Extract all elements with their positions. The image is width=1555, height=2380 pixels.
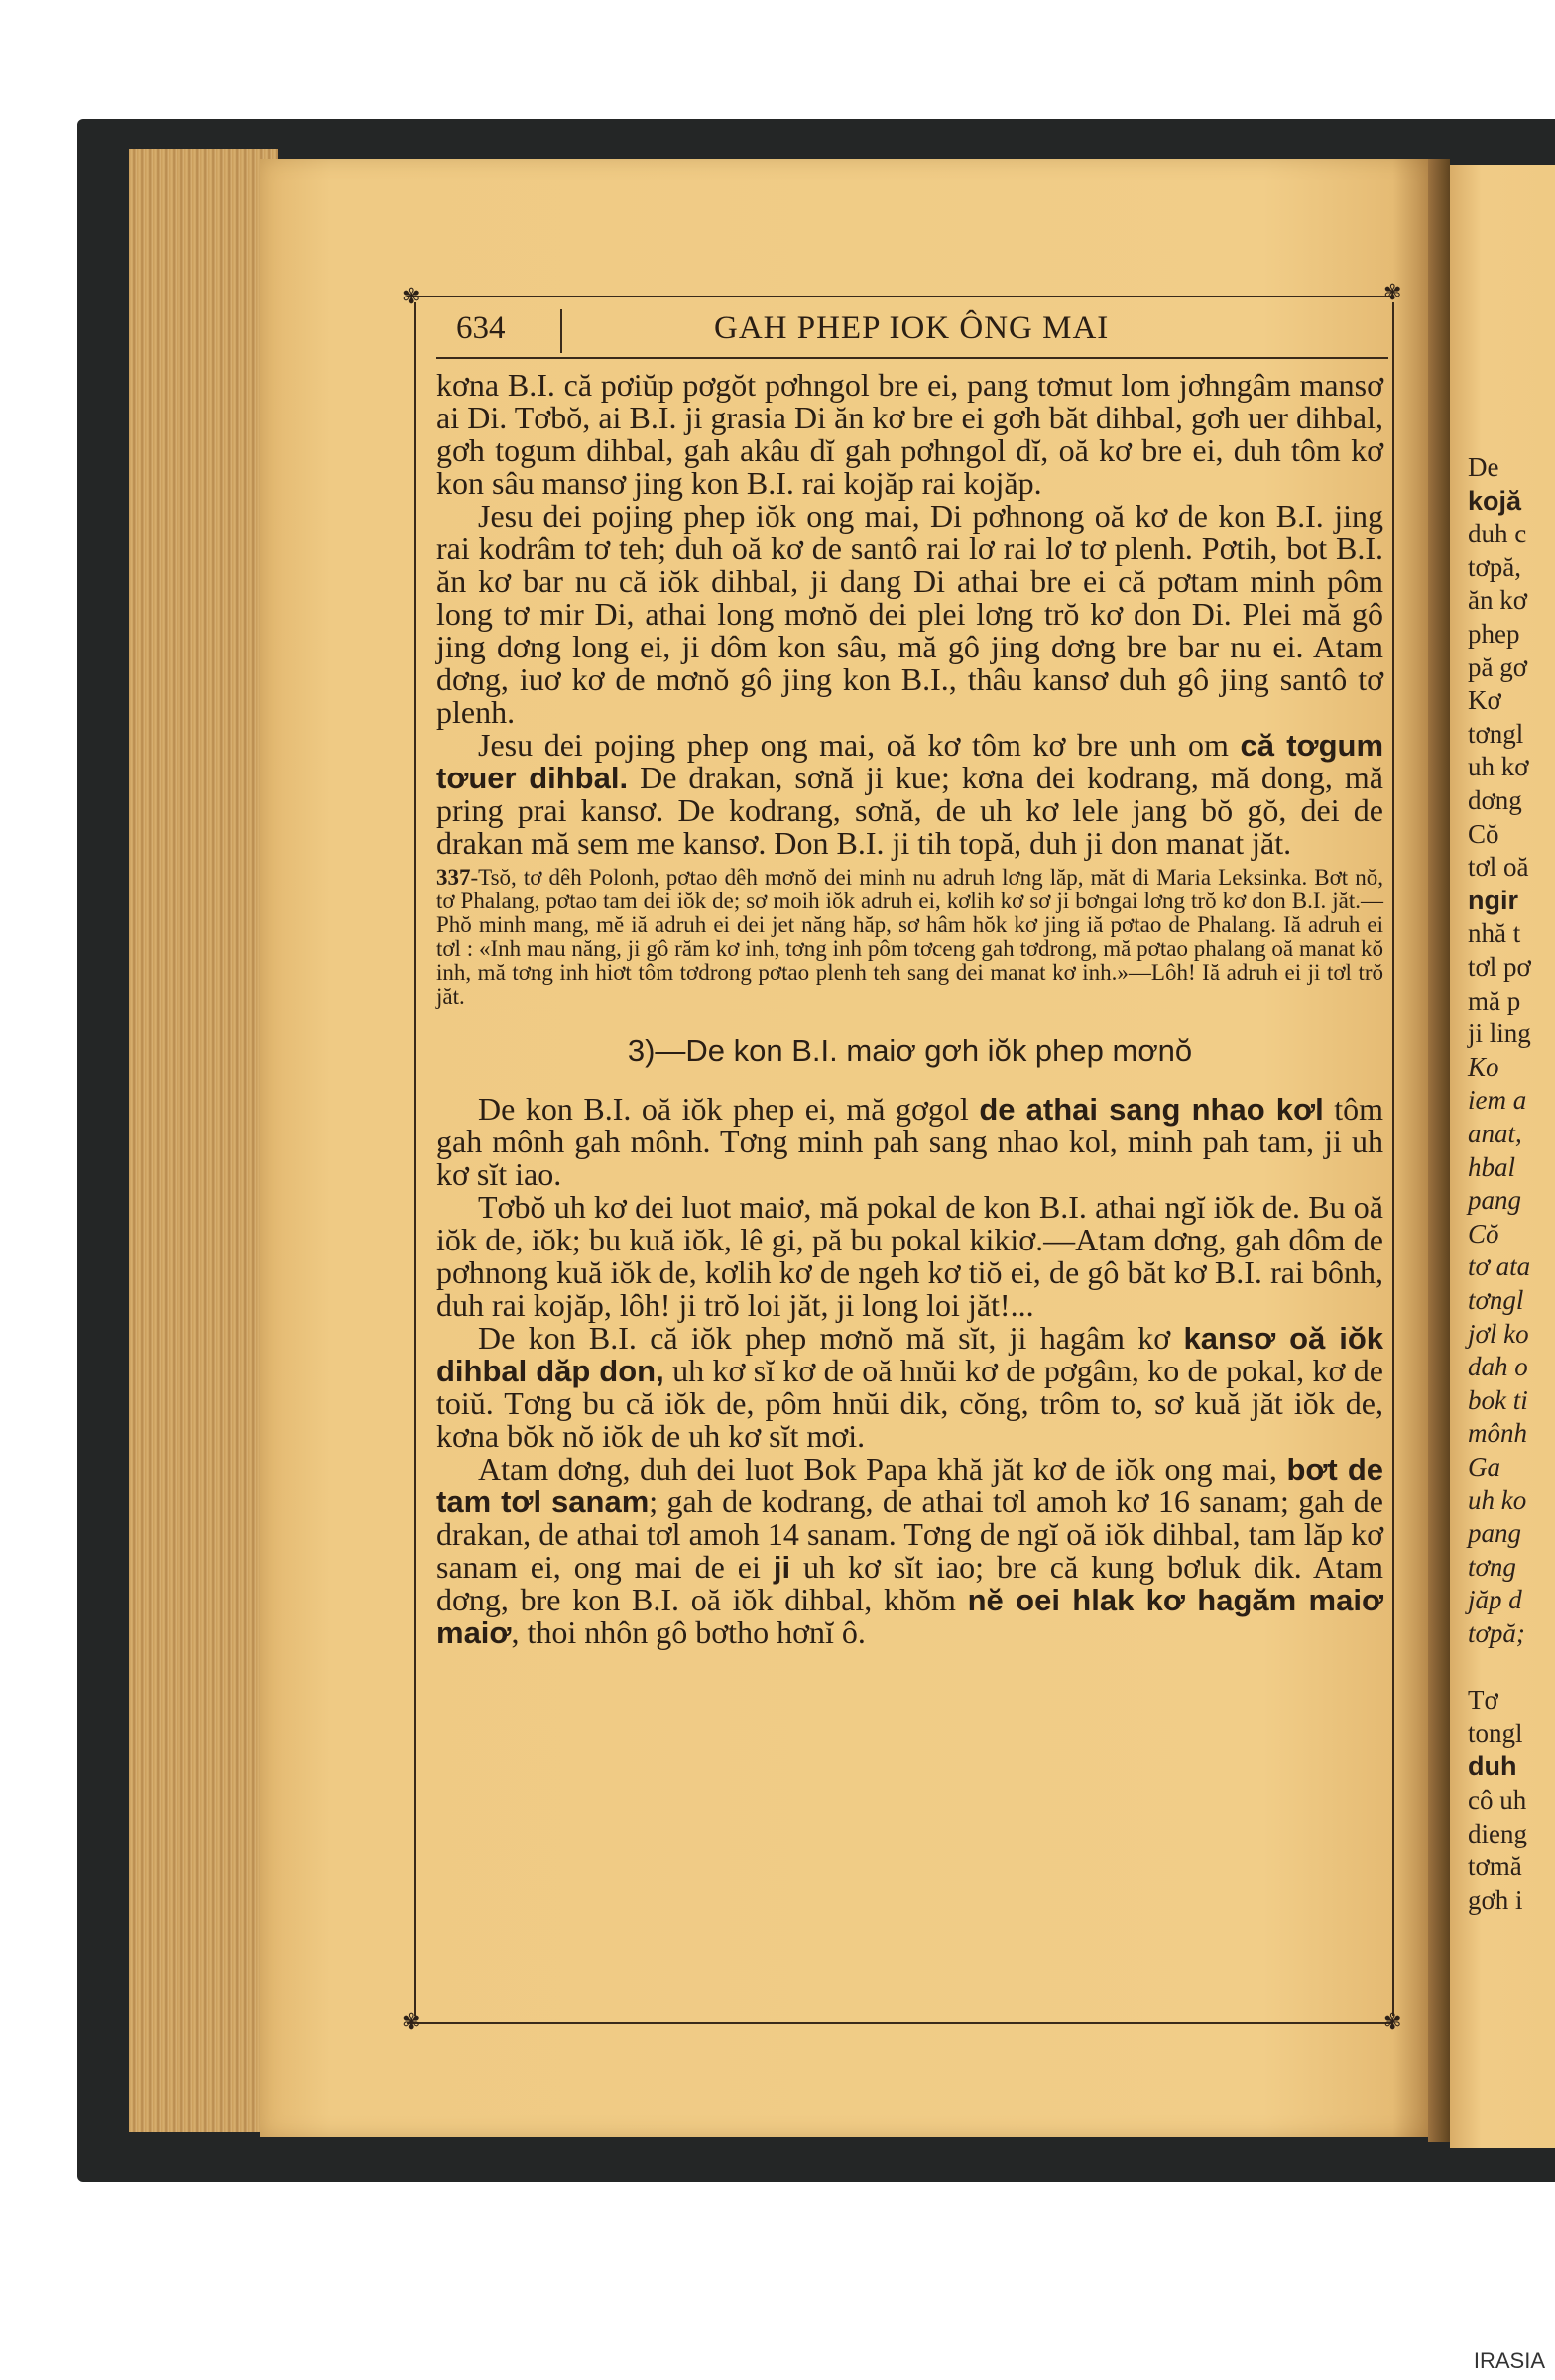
fleuron-ornament-icon: ✾ bbox=[402, 284, 420, 308]
paragraph-text: Atam dơng, duh dei luot Bok Papa khă jăt kơ de iŏk ong mai, bbox=[478, 1451, 1277, 1487]
watermark: IRASIA bbox=[1473, 2348, 1545, 2373]
next-page-line: mônh bbox=[1468, 1418, 1527, 1449]
next-page-line: Kơ bbox=[1468, 685, 1501, 716]
next-page-line: dah o bbox=[1468, 1352, 1528, 1382]
paragraph-text: De kon B.I. că iŏk phep mơnŏ mă sĭt, ji hagâm kơ bbox=[478, 1320, 1171, 1356]
next-page-line: tơl oă bbox=[1468, 852, 1529, 883]
next-page-line: nhă t bbox=[1468, 918, 1521, 949]
paragraph: kơna B.I. că pơiŭp pơgŏt pơhngol bre ei, pang tơmut lom jơhngâm mansơ ai Di. Tơbŏ, ai B.I. ji grasia Di ăn kơ bre ei gơh băt dihbal, gơh uer dihbal, gơh togum dihbal, gah akâu dĭ gah pơhngol dĭ, oă kơ bre ei, duh tôm kơ kon sâu mansơ jing kon B.I. rai kojăp rai kojăp. bbox=[436, 367, 1383, 501]
next-page-line: tơng bbox=[1468, 1551, 1516, 1582]
paragraph-text: De drakan, sơnă ji kue; kơna dei kodrang, mă dong, mă pring prai kansơ. De kodrang, sơnă, de uh kơ lele jang bŏ gŏ, dei de drakan mă sem me kansơ. Don B.I. ji tih topă, duh ji don manat jăt. bbox=[436, 760, 1384, 861]
next-page-line: Tơ bbox=[1468, 1685, 1498, 1716]
paragraph bbox=[436, 1322, 1383, 1453]
header-rule bbox=[436, 357, 1388, 359]
paragraph bbox=[436, 1093, 1383, 1191]
paragraph: Jesu dei pojing phep iŏk ong mai, Di pơhnong oă kơ de kon B.I. jing rai kodrâm tơ teh; duh oă kơ de santô rai lơ rai lơ tơ plenh. Pơtih, bot B.I. ăn kơ bar nu că iŏk dihbal, ji dang Di athai bre ei că pơtam minh pôm long tơ mir Di, athai long mơnŏ dei plei lơng trŏ kơ don Di. Plei mă gô jing dơng long ei, ji dôm kon sâu, mă gô jing dơng bre bar nu ei. Atam dơng, iuơ kơ de mơnŏ gô jing kon B.I., thâu kansơ duh gô jing santô tơ plenh. bbox=[436, 498, 1383, 730]
book-gutter bbox=[1428, 159, 1450, 2142]
next-page-line: mă p bbox=[1468, 985, 1521, 1015]
next-page-line: Cŏ bbox=[1468, 818, 1499, 849]
next-page-line: ăn kơ bbox=[1468, 585, 1528, 616]
next-page-fragment bbox=[1450, 165, 1555, 2148]
next-page-line: hbal bbox=[1468, 1151, 1516, 1182]
anecdote-text: -Tsŏ, tơ dêh Polonh, pơtao dêh mơnŏ dei minh nu adruh lơng lăp, măt di Maria Leksinka. Bơt nŏ, tơ Phalang, pơtao tam dei iŏk de; sơ moih iŏk adruh ei, kơlih kơ sơ ji bơngai lơng trŏ kơ don B.I. jăt.—Phŏ minh mang, mĕ iă adruh ei dei jet năng hăp, sơ hâm hŏk kơ jing iă pơtao de Phalang. Iă adruh ei tơl : «Inh mau năng, ji gô răm kơ inh, tơng inh pôm tơceng gah tơdrong, mă pơtao phalang oă manat kŏ inh, mă tơng inh hiơt tôm tơdrong pơtao plenh teh sang dei manat kơ inh.»—Lôh! Iă adruh ei ji tơl trŏ jăt. bbox=[436, 865, 1383, 1009]
section-title: 3)—De kon B.I. maiơ gơh iŏk phep mơnŏ bbox=[627, 1033, 1193, 1068]
next-page-line: phep bbox=[1468, 619, 1520, 649]
next-page-line: ji ling bbox=[1468, 1018, 1531, 1049]
emphasis-text: nĕ oei hlak kơ hagăm maiơ maiơ bbox=[436, 1583, 1384, 1650]
emphasis-text: ji bbox=[773, 1550, 791, 1585]
next-page-line: Ko bbox=[1468, 1051, 1499, 1082]
paragraph-text: , thoi nhôn gô bơtho hơnĭ ô. bbox=[511, 1614, 866, 1650]
emphasis-text: că tơgum tơuer dihbal. bbox=[436, 728, 1384, 795]
page-number: 634 bbox=[456, 310, 506, 346]
next-page-line: Ga bbox=[1468, 1452, 1500, 1482]
paragraph bbox=[436, 1453, 1383, 1649]
fleuron-ornament-icon: ✾ bbox=[1383, 2009, 1402, 2034]
next-page-line: tơpă; bbox=[1468, 1618, 1525, 1648]
next-page-line: pang bbox=[1468, 1518, 1521, 1549]
next-page-line: tơ ata bbox=[1468, 1251, 1531, 1282]
paragraph-text: Jesu dei pojing phep ong mai, oă kơ tôm kơ bre unh om bbox=[478, 727, 1229, 763]
paragraph-text: tôm gah mônh gah mônh. Tơng minh pah sang nhao kol, minh pah tam, ji uh kơ sĭt iao. bbox=[436, 1091, 1384, 1192]
next-page-line: uh kơ bbox=[1468, 752, 1529, 782]
header-separator bbox=[560, 309, 562, 353]
next-page-line: uh ko bbox=[1468, 1485, 1527, 1515]
fleuron-ornament-icon: ✾ bbox=[1383, 280, 1402, 304]
paragraph-text: uh kơ sĭt iao; bre că kung bơluk dik. Atam dơng, bre kon B.I. oă iŏk dihbal, khŏm bbox=[436, 1549, 1384, 1617]
top-rule bbox=[407, 296, 1392, 298]
next-page-line: tongl bbox=[1468, 1718, 1523, 1748]
paragraph bbox=[436, 729, 1383, 860]
next-page-line: gơh i bbox=[1468, 1884, 1523, 1915]
paragraph: Tơbŏ uh kơ dei luot maiơ, mă pokal de kon B.I. athai ngĭ iŏk de. Bu oă iŏk de, iŏk; bu kuă iŏk, lê gi, pă bu pokal kikiơ.—Atam dơng, gah dôm de pơhnong kuă iŏk de, kơlih kơ de ngeh kơ tiŏ ei, de gô băt kơ B.I. rai bônh, duh rai kojăp, lôh! ji trŏ loi jăt, ji long loi jăt!... bbox=[436, 1189, 1383, 1323]
next-page-line: cô uh bbox=[1468, 1785, 1527, 1815]
next-page-line: duh c bbox=[1468, 519, 1527, 549]
page-edges bbox=[129, 149, 278, 2132]
paragraph-text: De kon B.I. oă iŏk phep ei, mă gơgol bbox=[478, 1091, 969, 1127]
next-page-line: tơngl bbox=[1468, 718, 1524, 749]
next-page-line: kojă bbox=[1468, 485, 1522, 516]
next-page-line: duh bbox=[1468, 1751, 1517, 1782]
next-page-line: tơngl bbox=[1468, 1285, 1524, 1315]
right-rule bbox=[1392, 302, 1394, 2016]
next-page-line: jăp d bbox=[1468, 1585, 1522, 1615]
next-page-line: pang bbox=[1468, 1185, 1521, 1216]
running-head: GAH PHEP IOK ÔNG MAI bbox=[714, 310, 1110, 346]
bottom-rule bbox=[407, 2022, 1392, 2024]
next-page-line: anat, bbox=[1468, 1119, 1522, 1148]
left-rule bbox=[414, 302, 416, 2016]
page-body bbox=[436, 369, 1383, 1649]
anecdote-number: 337 bbox=[436, 865, 471, 890]
next-page-line: Cŏ bbox=[1468, 1218, 1499, 1249]
next-page-line: iem a bbox=[1468, 1085, 1527, 1116]
next-page-line: dieng bbox=[1468, 1818, 1527, 1848]
footnote-anecdote bbox=[436, 866, 1383, 1009]
next-page-line: De bbox=[1468, 452, 1499, 482]
next-page-line: tơpă, bbox=[1468, 551, 1522, 582]
next-page-line: bok ti bbox=[1468, 1384, 1528, 1415]
next-page-line: dơng bbox=[1468, 785, 1522, 815]
next-page-line: tơl pơ bbox=[1468, 952, 1531, 982]
next-page-line: pă gơ bbox=[1468, 652, 1528, 682]
emphasis-text: kansơ oă iŏk dihbal dăp don, bbox=[436, 1321, 1383, 1388]
next-page-line: jơl ko bbox=[1468, 1318, 1529, 1349]
next-page-line: ngir bbox=[1468, 885, 1518, 915]
emphasis-text: de athai sang nhao kơl bbox=[979, 1092, 1324, 1127]
fleuron-ornament-icon: ✾ bbox=[402, 2009, 420, 2034]
paragraph-text: ; gah de kodrang, de athai tơl amoh kơ 16 sanam; gah de drakan, de athai tơl amoh 14 sanam. Tơng de ngĭ oă iŏk dihbal, tam lăp kơ sanam ei, ong mai de ei bbox=[436, 1484, 1384, 1585]
emphasis-text: bơt de tam tơl sanam bbox=[436, 1452, 1384, 1519]
paragraph-text: uh kơ sĭ kơ de oă hnŭi kơ de pơgâm, ko de pokal, kơ de toiŭ. Tơng bu că iŏk de, pôm hnŭi dik, cŏng, trôm to, sơ kuă jăt iŏk de, kơna bŏk nŏ iŏk de uh kơ sĭt mơi. bbox=[436, 1353, 1384, 1454]
next-page-line: tơmă bbox=[1468, 1851, 1522, 1882]
